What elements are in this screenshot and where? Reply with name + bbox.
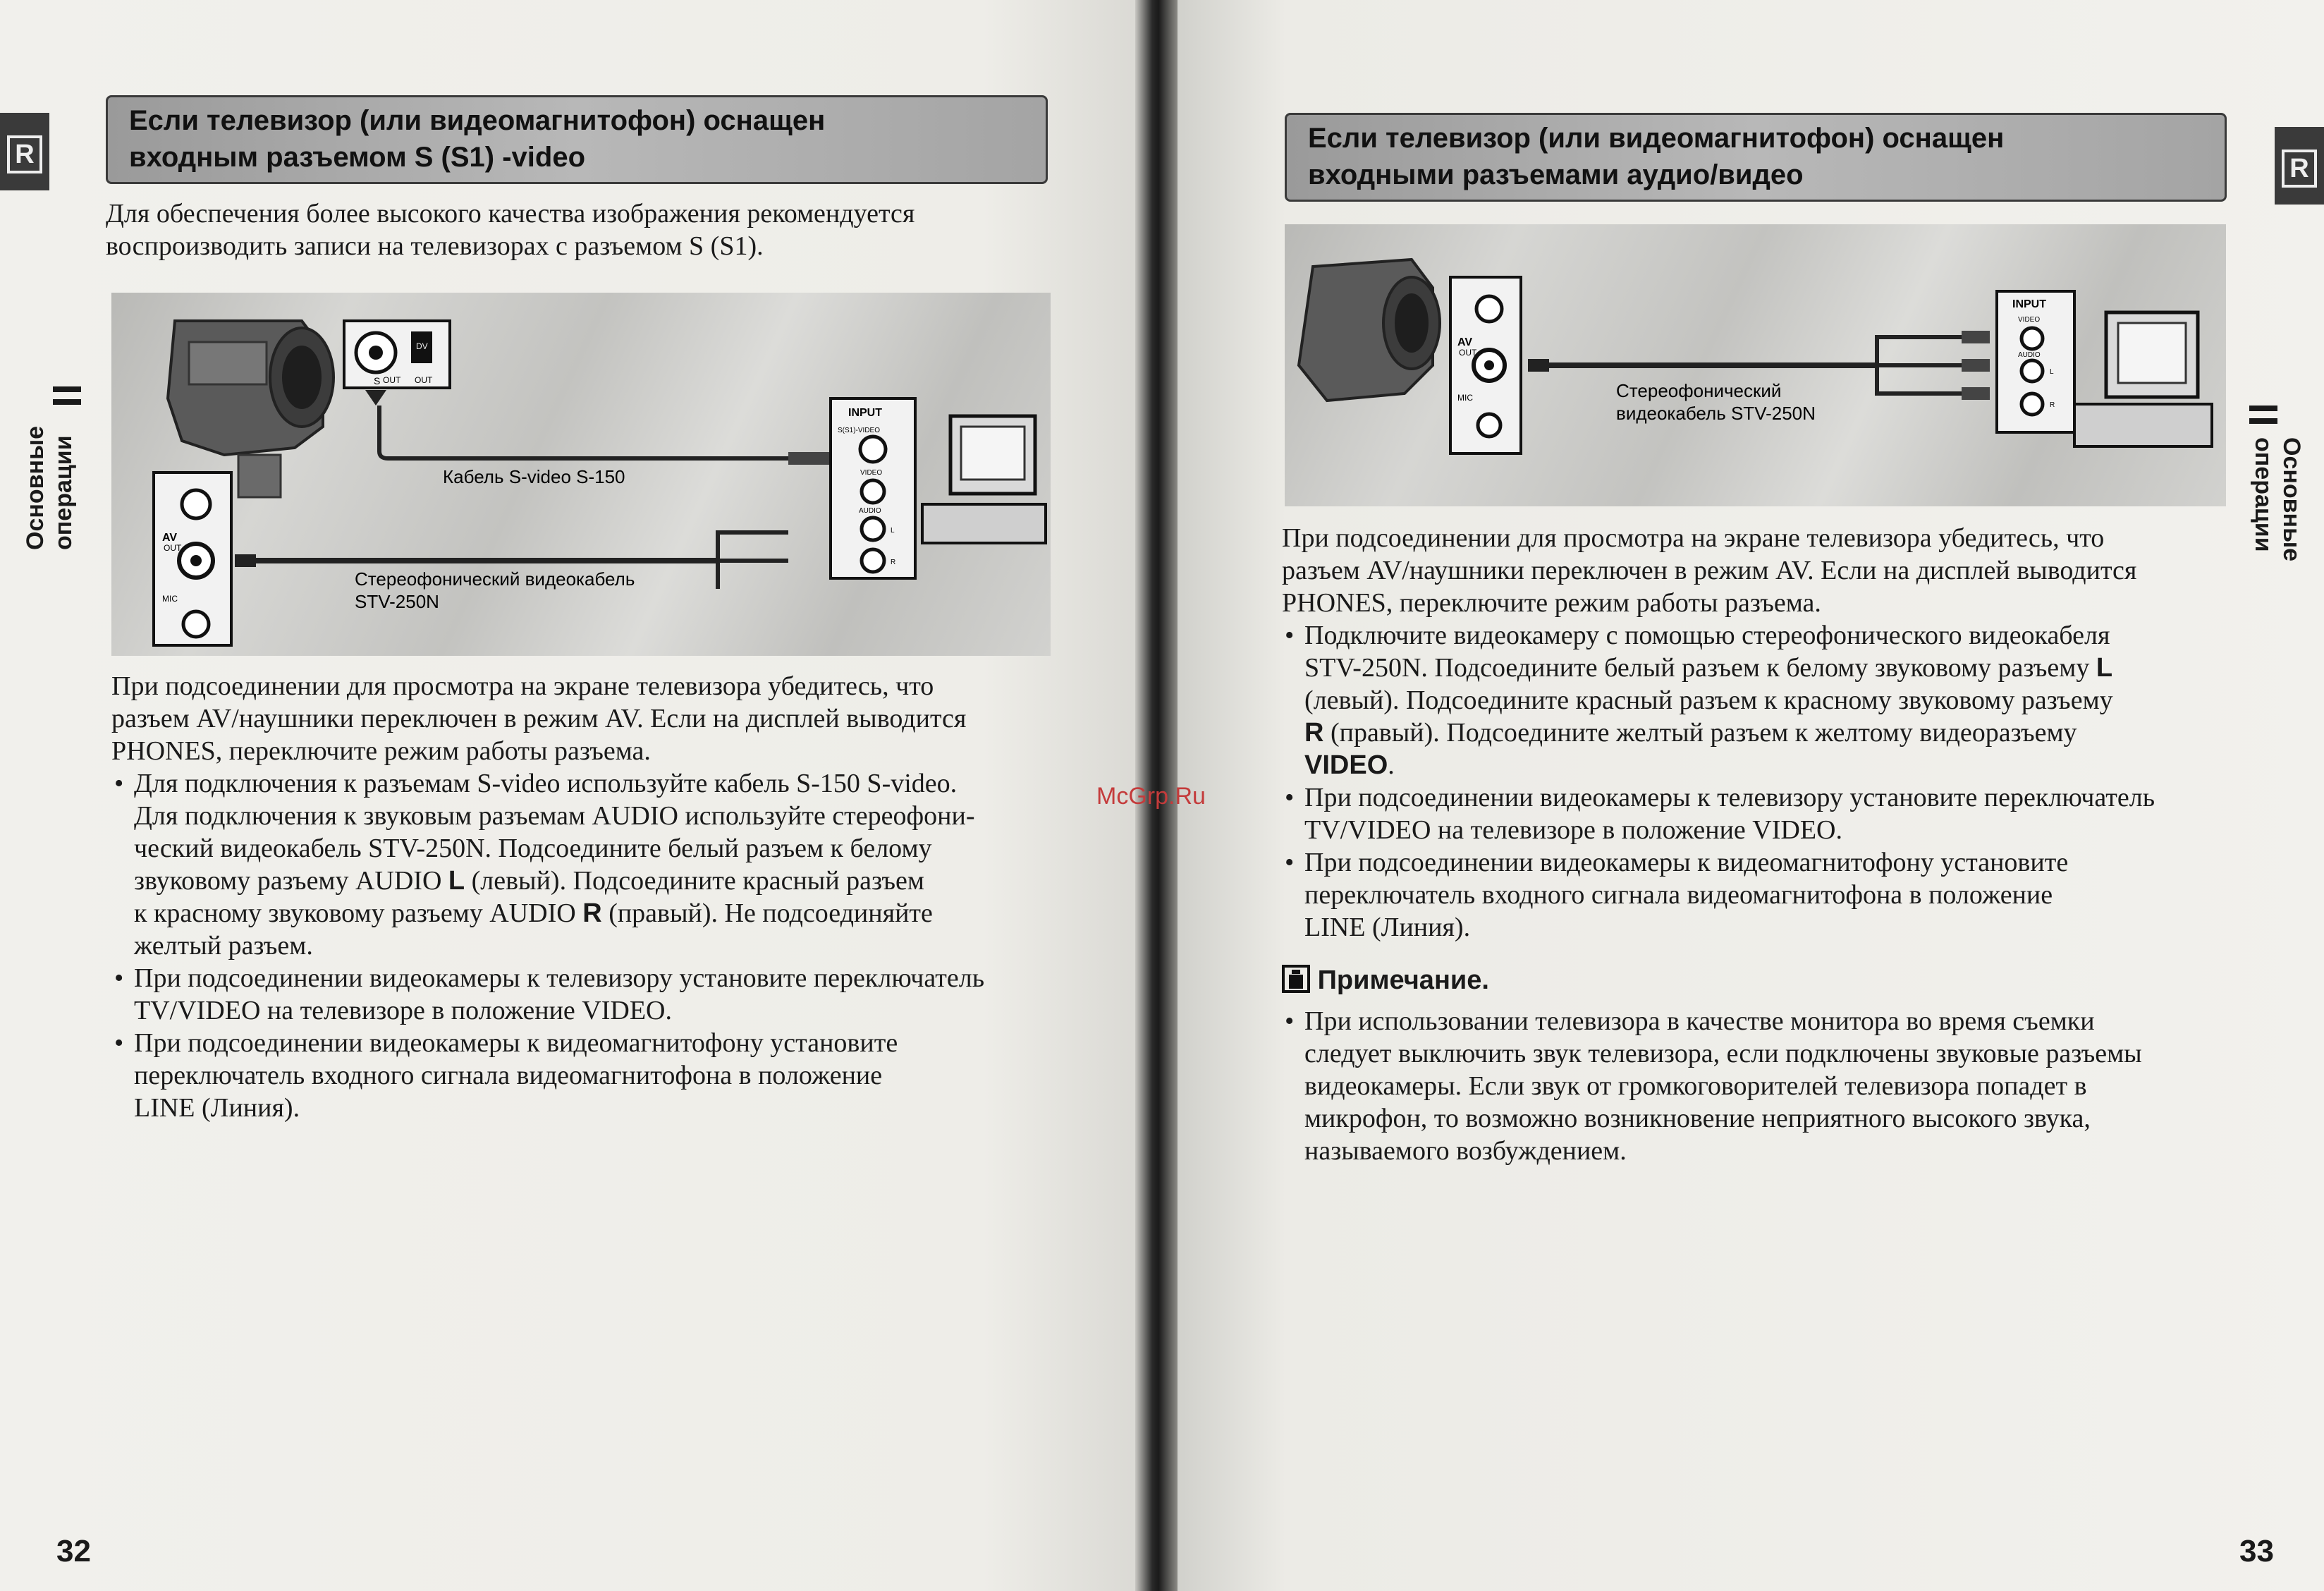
- jack-label-r: R: [891, 559, 896, 566]
- page-number-left: 32: [56, 1534, 91, 1568]
- list-item: • При подсоединении видеокамеры к телевизору установите переключатель TV/VIDEO на телевизоре в положение VIDEO.: [111, 962, 1070, 1027]
- input-panel-title: INPUT: [848, 407, 882, 419]
- mic-label: MIC: [162, 594, 178, 604]
- section-label-right: Основные операции: [2250, 437, 2305, 562]
- jack-label-l: L: [2050, 368, 2054, 376]
- jack-label-out: OUT: [415, 375, 433, 385]
- tv-illustration-left: [922, 416, 1046, 543]
- arrow-left-icon: [1528, 359, 1549, 372]
- language-tab-left: R: [0, 113, 49, 190]
- camcorder-illustration: [168, 321, 334, 497]
- stereo-cable-model: STV-250N: [355, 591, 439, 612]
- watermark: McGrp.Ru: [1096, 783, 1206, 810]
- jack-label-video: VIDEO: [2018, 316, 2041, 324]
- body-text-left: При подсоединении для просмотра на экране телевизора убедитесь, что разъем AV/наушники переключен в режим AV. Если на дисплей выводится PHONES, переключите режим работы разъема. • Для подключения к разъемам S-video используйте кабель S-150 S-video. Для подключения к звуковым разъемам AUDIO используйте стереофони- ческий видеокабель STV-250N. Подсоедините белый разъем к белому звуковому разъему AUDIO L (левый). Подсоедините красный разъем к красному звуковому разъему AUDIO R (правый). Не подсоединяйте желтый разъем. • При подсоединении видеокамеры к телевизору установите переключатель TV/VIDEO на телевизоре в положение VIDEO. • При подсоединении видеокамеры к видеомагнитофону установите переключатель входного сигнала видеомагнитофона в положение LINE (Линия).: [111, 670, 1070, 1124]
- av-out-label: OUT: [164, 543, 182, 553]
- list-item: • Для подключения к разъемам S-video используйте кабель S-150 S-video. Для подключения к звуковым разъемам AUDIO используйте стереофони- ческий видеокабель STV-250N. Подсоедините белый разъем к белому звуковому разъему AUDIO L (левый). Подсоедините красный разъем к красному звуковому разъему AUDIO R (правый). Не подсоединяйте желтый разъем.: [111, 767, 1070, 962]
- list-item: • При подсоединении видеокамеры к видеомагнитофону установите переключатель входного сигнала видеомагнитофона в положение LINE (Линия).: [1282, 846, 2262, 944]
- tv-input-panel-right: [1997, 291, 2074, 432]
- list-item: • При использовании телевизора в качестве монитора во время съемки следует выключить звук телевизора, если подключены звуковые разъемы видеокамеры. Если звук от громкоговорителей телевизора попадет в микрофон, то возможно возникновение неприятного высокого звука, называемого возбуждением.: [1282, 1005, 2262, 1167]
- page-number-right: 33: [2239, 1534, 2274, 1568]
- arrow-left-icon: [235, 554, 256, 567]
- dv-s-video-jack-panel: [344, 321, 450, 388]
- jack-label-out: OUT: [383, 375, 401, 385]
- video-plug: [1962, 331, 1990, 343]
- section-heading-left: Если телевизор (или видеомагнитофон) оснащен входным разъемом S (S1) -video: [106, 95, 1048, 184]
- stereo-cable-branch: [718, 532, 788, 589]
- section-heading-right: Если телевизор (или видеомагнитофон) оснащен входными разъемами аудио/видео: [1285, 113, 2227, 202]
- bullet-list-right: [1282, 619, 2262, 944]
- section-marker-left: [53, 386, 81, 392]
- input-panel-title: INPUT: [2012, 298, 2046, 310]
- list-item: • При подсоединении видеокамеры к телевизору установите переключатель TV/VIDEO на телевизоре в положение VIDEO.: [1282, 781, 2262, 846]
- jack-label-s-video: S(S1)-VIDEO: [838, 427, 881, 434]
- s-video-cable-label: Кабель S-video S-150: [443, 466, 625, 487]
- av-out-label: OUT: [1459, 348, 1477, 358]
- connection-diagram-left: [111, 293, 1051, 656]
- jack-label-dv: DV: [416, 341, 428, 351]
- section-marker-right: [2249, 406, 2277, 411]
- s-video-cable: [379, 406, 788, 458]
- note-text: [1282, 1005, 2262, 1167]
- jack-label-r: R: [2050, 401, 2055, 409]
- stereo-cable-label: Стереофонический: [1616, 380, 1782, 401]
- list-item: • При подсоединении видеокамеры к видеомагнитофону установите переключатель входного сигнала видеомагнитофона в положение LINE (Линия).: [111, 1027, 1070, 1124]
- language-tab-right: R: [2275, 127, 2324, 205]
- jack-label-l: L: [891, 527, 895, 535]
- stereo-cable-label: Стереофонический видеокабель: [355, 568, 635, 590]
- stereo-cable-model: видеокабель STV-250N: [1616, 403, 1816, 424]
- list-item: • Подключите видеокамеру с помощью стереофонического видеокабеля STV-250N. Подсоедините белый разъем к белому звуковому разъему L (левый). Подсоедините красный разъем к красному звуковому разъему R (правый). Подсоедините желтый разъем к желтому видеоразъему VIDEO.: [1282, 619, 2262, 781]
- s-video-plug: [788, 452, 831, 465]
- av-label: AV: [162, 532, 178, 544]
- jack-label-audio: AUDIO: [859, 507, 881, 515]
- connection-diagram-right: [1285, 224, 2226, 506]
- bullet-list-left: [111, 767, 1070, 1124]
- stereo-cable-branch: [1877, 337, 1962, 394]
- jack-label-s: S: [374, 375, 381, 386]
- body-text-right: При подсоединении для просмотра на экране телевизора убедитесь, что разъем AV/наушники переключен в режим AV. Если на дисплей выводится PHONES, переключите режим работы разъема. • Подключите видеокамеру с помощью стереофонического видеокабеля STV-250N. Подсоедините белый разъем к белому звуковому разъему L (левый). Подсоедините красный разъем к красному звуковому разъему R (правый). Подсоедините желтый разъем к желтому видеоразъему VIDEO. • При подсоединении видеокамеры к телевизору установите переключатель TV/VIDEO на телевизоре в положение VIDEO. • При подсоединении видеокамеры к видеомагнитофону установите переключатель входного сигнала видеомагнитофона в положение LINE (Линия).: [1282, 522, 2262, 944]
- arrow-up-icon: [365, 390, 386, 406]
- jack-label-video: VIDEO: [860, 469, 883, 477]
- diagram-drawing-left: [111, 293, 1051, 656]
- section-marker-right: [2249, 418, 2277, 424]
- av-jack-panel-right: [1450, 277, 1521, 453]
- diagram-drawing-right: [1285, 224, 2226, 506]
- intro-paragraph-left: Для обеспечения более высокого качества изображения рекомендуется воспроизводить записи на телевизорах с разъемом S (S1).: [106, 199, 915, 261]
- note-icon: [1282, 965, 1310, 993]
- camcorder-illustration: [1299, 260, 1440, 401]
- mic-label: MIC: [1457, 393, 1473, 403]
- note-heading: Примечание.: [1282, 965, 1489, 996]
- jack-label-audio: AUDIO: [2018, 351, 2041, 359]
- av-label: AV: [1457, 336, 1473, 348]
- tv-input-panel-left: [831, 398, 915, 578]
- audio-r-plug: [1962, 387, 1990, 400]
- av-jack-panel-left: [154, 473, 231, 645]
- tv-illustration-right: [2074, 312, 2212, 446]
- section-marker-left: [53, 399, 81, 405]
- section-label-left: Основные операции: [22, 425, 77, 550]
- audio-l-plug: [1962, 359, 1990, 372]
